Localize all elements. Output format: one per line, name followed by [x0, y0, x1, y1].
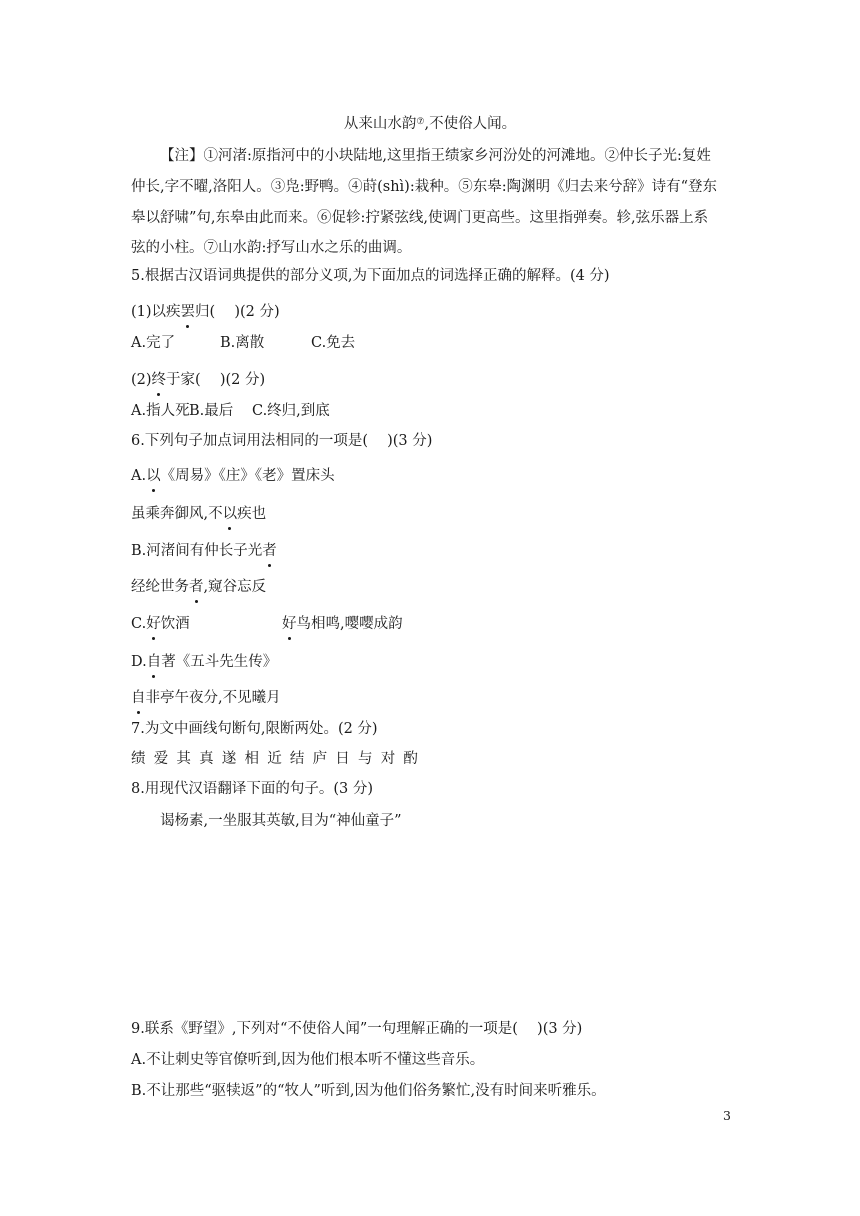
q6-option-b-1: B.河渚间有仲长子光者: [131, 543, 277, 559]
poem-last-line: 从来山水韵⑦,不使俗人闻。: [343, 116, 517, 132]
note-line-1: 【注】①河渚:原指河中的小块陆地,这里指王绩家乡河汾处的河滩地。②仲长子光:复姓: [160, 148, 711, 164]
q9-stem: 9.联系《野望》,下列对“不使俗人闻”一句理解正确的一项是( )(3 分): [131, 1021, 583, 1037]
q6-stem: 6.下列句子加点词用法相同的一项是( )(3 分): [131, 433, 433, 449]
q8-stem: 8.用现代汉语翻译下面的句子。(3 分): [131, 781, 373, 797]
note-line-4: 弦的小柱。⑦山水韵:抒写山水之乐的曲调。: [131, 240, 412, 256]
note-line-3: 皋以舒啸”句,东皋由此而来。⑥促轸:拧紧弦线,使调门更高些。这里指弹奏。轸,弦乐器上系: [131, 210, 709, 226]
q9-option-a: A.不让刺史等官僚听到,因为他们根本听不懂这些音乐。: [131, 1052, 485, 1068]
q6-option-b-2: 经纶世务者,窥谷忘反: [131, 579, 267, 595]
q5-options-1: A.完了 B.离散 C.免去: [131, 335, 356, 351]
q7-text: 绩爱其真遂相近结庐日与对酌: [131, 751, 427, 767]
q6-option-c: C.好饮酒 好鸟相鸣,嘤嘤成韵: [131, 616, 403, 632]
page-number: 3: [723, 1108, 731, 1123]
q7-stem: 7.为文中画线句断句,限断两处。(2 分): [131, 721, 378, 737]
note-line-2: 仲长,字不曜,洛阳人。③凫:野鸭。④莳(shì):栽种。⑤东皋:陶渊明《归去来兮辞》诗有“登东: [131, 179, 718, 195]
q5-options-2: A.指人死 B.最后 C.终归,到底: [131, 403, 330, 419]
q8-sentence: 谒杨素,一坐服其英敏,目为“神仙童子”: [160, 813, 402, 829]
q9-option-b: B.不让那些“驱犊返”的“牧人”听到,因为他们俗务繁忙,没有时间来听雅乐。: [131, 1083, 606, 1099]
q6-option-d-1: D.自著《五斗先生传》: [131, 654, 278, 670]
q5-sub1: (1)以疾罢归( )(2 分): [131, 304, 280, 320]
q6-option-a-2: 虽乘奔御风,不以疾也: [131, 506, 267, 522]
q6-option-d-2: 自非亭午夜分,不见曦月: [131, 690, 281, 706]
q5-stem: 5.根据古汉语词典提供的部分义项,为下面加点的词选择正确的解释。(4 分): [131, 268, 610, 284]
q6-option-a-1: A.以《周易》《庄》《老》置床头: [131, 468, 335, 484]
q5-sub2: (2)终于家( )(2 分): [131, 372, 266, 388]
